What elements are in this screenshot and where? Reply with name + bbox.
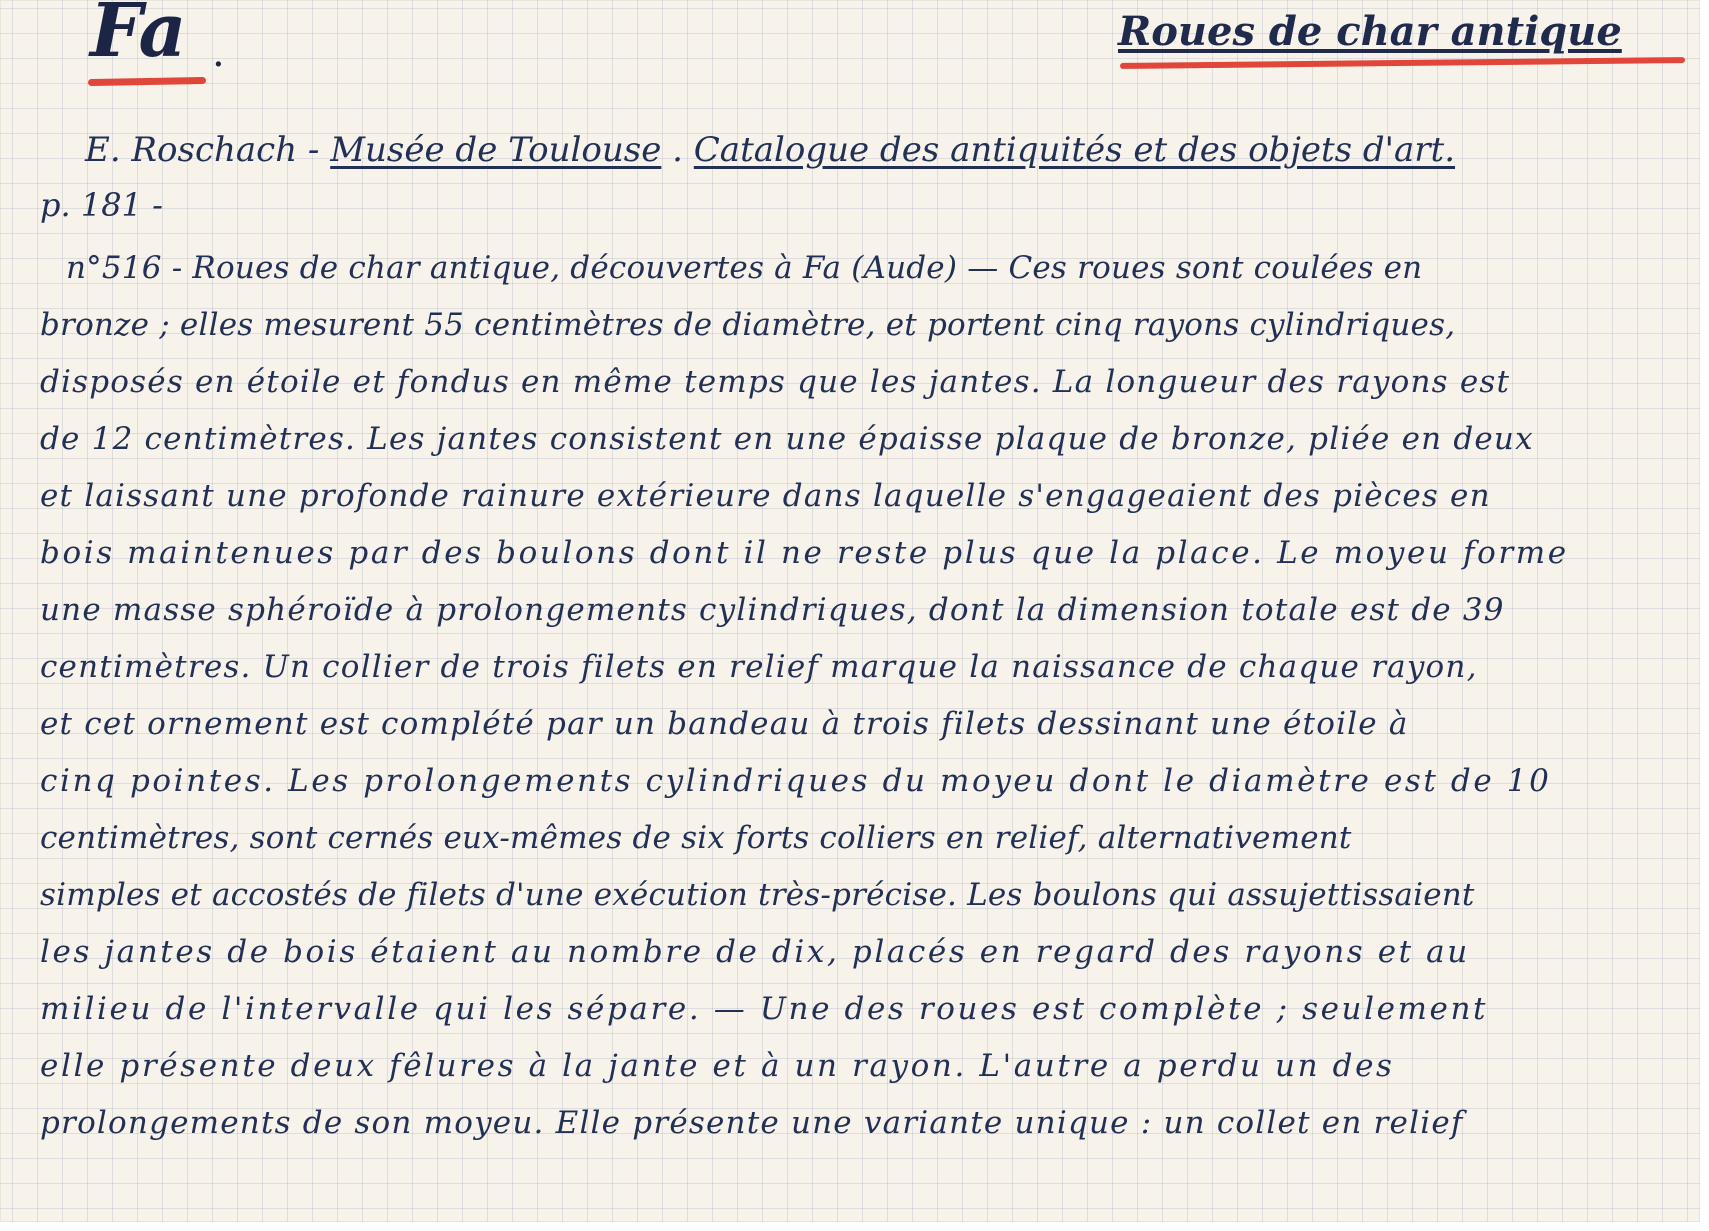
card-title: Roues de char antique [1118, 8, 1622, 55]
citation-museum: Musée de Toulouse [330, 130, 662, 170]
text-line: milieu de l'intervalle qui les sépare. — Une des roues est complète ; seulement [40, 991, 1489, 1027]
text-line: centimètres, sont cernés eux-mêmes de six forts colliers en relief, alternativement [40, 820, 1352, 856]
citation-catalogue: Catalogue des antiquités et des objets d'art. [693, 130, 1456, 170]
text-line: simples et accostés de filets d'une exécution très-précise. Les boulons qui assujettissaient [40, 877, 1475, 913]
text-line: n°516 - Roues de char antique, découvertes à Fa (Aude) — Ces roues sont coulées en [66, 250, 1423, 286]
text-line: une masse sphéroïde à prolongements cylindriques, dont la dimension totale est de 39 [40, 592, 1505, 628]
entry-text [40, 240, 1700, 1152]
citation-separator: - [297, 130, 331, 170]
text-line: bois maintenues par des boulons dont il ne reste plus que la place. Le moyeu forme [40, 535, 1569, 571]
text-line: les jantes de bois étaient au nombre de dix, placés en regard des rayons et au [40, 934, 1470, 970]
citation [85, 130, 1685, 171]
place-red-underline [88, 77, 206, 86]
heading-dot: . [212, 30, 225, 76]
text-line: cinq pointes. Les prolongements cylindriques du moyeu dont le diamètre est de 10 [40, 763, 1552, 799]
text-line: et laissant une profonde rainure extérieure dans laquelle s'engageaient des pièces en [40, 478, 1491, 514]
text-line: centimètres. Un collier de trois filets en relief marque la naissance de chaque rayon, [40, 649, 1478, 685]
text-line: prolongements de son moyeu. Elle présente une variante unique : un collet en relief [40, 1105, 1464, 1141]
text-line: bronze ; elles mesurent 55 centimètres de diamètre, et portent cinq rayons cylindriques, [40, 307, 1456, 343]
text-line: elle présente deux fêlures à la jante et à un rayon. L'autre a perdu un des [40, 1048, 1395, 1084]
text-line: et cet ornement est complété par un bandeau à trois filets dessinant une étoile à [40, 706, 1409, 742]
place-heading: Fa [90, 0, 187, 74]
page-reference: p. 181 - [40, 186, 163, 224]
citation-separator: . [661, 130, 694, 170]
title-red-underline [1120, 57, 1685, 69]
citation-author: E. Roschach [85, 130, 298, 170]
text-line: disposés en étoile et fondus en même temps que les jantes. La longueur des rayons est [40, 364, 1511, 400]
text-line: de 12 centimètres. Les jantes consistent en une épaisse plaque de bronze, pliée en deux [40, 421, 1534, 457]
